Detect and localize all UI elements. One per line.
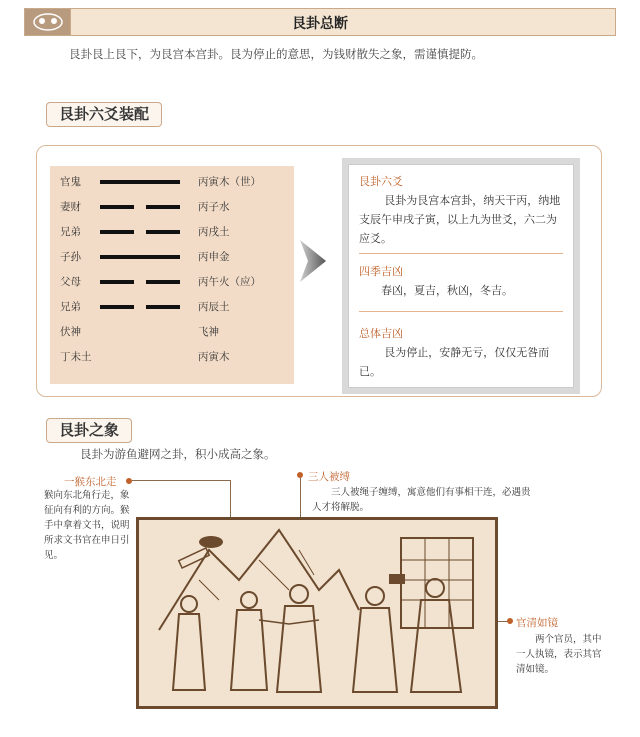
yao-relation: 兄弟: [60, 226, 81, 238]
callout-dot: [507, 618, 513, 624]
liuyao-text: 艮卦为艮宫本宫卦，纳天干丙，纳地支辰午申戌子寅，以上九为世爻，六二为应爻。: [359, 194, 561, 245]
xiang-desc: 艮卦为游鱼避网之卦，积小成高之象。: [80, 447, 276, 461]
yao-stem: 飞神: [198, 326, 219, 338]
page-header: [24, 8, 616, 36]
yin-line-right: [146, 230, 180, 234]
yin-line-right: [146, 305, 180, 309]
yao-relation: 丁未土: [60, 351, 92, 363]
yao-row: [60, 295, 290, 319]
yin-line-left: [100, 230, 134, 234]
zongti-text: 艮为停止，安静无亏，仅仅无咎而已。: [359, 346, 550, 378]
yao-relation: 伏神: [60, 326, 81, 338]
callout-title-monkey: 一猴东北走: [64, 476, 117, 488]
yao-row: [60, 245, 290, 269]
yao-relation: 官鬼: [60, 176, 81, 188]
intro-text: 艮卦艮上艮下，为艮宫本宫卦。艮为停止的意思，为钱财散失之象，需谨慎提防。: [69, 47, 483, 61]
callout-title-bound: 三人被缚: [308, 471, 350, 483]
info-box: [342, 158, 580, 394]
yin-line-right: [146, 205, 180, 209]
yao-relation: 妻财: [60, 201, 81, 213]
yao-row: [60, 320, 290, 344]
info-card: [348, 164, 574, 388]
yao-row: [60, 170, 290, 194]
siji-subtitle: 四季吉凶: [359, 265, 403, 278]
yao-row: [60, 195, 290, 219]
callout-title-mirror: 官清如镜: [516, 617, 558, 629]
yin-line-right: [146, 280, 180, 284]
section-title-xiang: 艮卦之象: [46, 418, 132, 443]
leader-line: [230, 480, 231, 520]
yang-line: [100, 180, 180, 184]
arrow-right-icon: [296, 236, 332, 286]
yin-line-left: [100, 305, 134, 309]
yin-line-left: [100, 280, 134, 284]
yao-relation: 子孙: [60, 251, 81, 263]
callout-text-mirror: 两个官员，其中一人执镜，表示其官清如镜。: [516, 634, 602, 675]
yao-row: [60, 220, 290, 244]
leader-line: [132, 480, 230, 481]
divider: [359, 311, 563, 312]
woodcut-illustration: [136, 517, 498, 709]
yao-stem: 丙午火（应）: [198, 276, 261, 288]
yao-row: [60, 345, 290, 369]
yao-stem: 丙寅木（世）: [198, 176, 261, 188]
yao-stem: 丙申金: [198, 251, 230, 263]
yin-line-left: [100, 205, 134, 209]
yao-stem: 丙寅木: [198, 351, 230, 363]
yao-stem: 丙子水: [198, 201, 230, 213]
yao-row: [60, 270, 290, 294]
siji-text: 春凶，夏吉，秋凶，冬吉。: [381, 284, 513, 297]
yao-stem: 丙辰土: [198, 301, 230, 313]
page-title: 艮卦总断: [292, 16, 348, 32]
yao-relation: 父母: [60, 276, 81, 288]
callout-dot: [126, 478, 132, 484]
callout-text-monkey: 猴向东北角行走，象征向有利的方向。猴手中拿着文书，说明所求文书官在申日引见。: [44, 490, 130, 561]
callout-text-bound: 三人被绳子缠缚，寓意他们有事相干连，必遇贵人才将解脱。: [312, 487, 531, 513]
section-title-liuyao: 艮卦六爻装配: [46, 102, 162, 127]
liuyao-subtitle: 艮卦六爻: [359, 175, 403, 188]
zongti-subtitle: 总体吉凶: [359, 327, 403, 340]
yang-line: [100, 255, 180, 259]
yao-relation: 兄弟: [60, 301, 81, 313]
divider: [359, 253, 563, 254]
yao-table: [50, 166, 294, 384]
yao-stem: 丙戌土: [198, 226, 230, 238]
